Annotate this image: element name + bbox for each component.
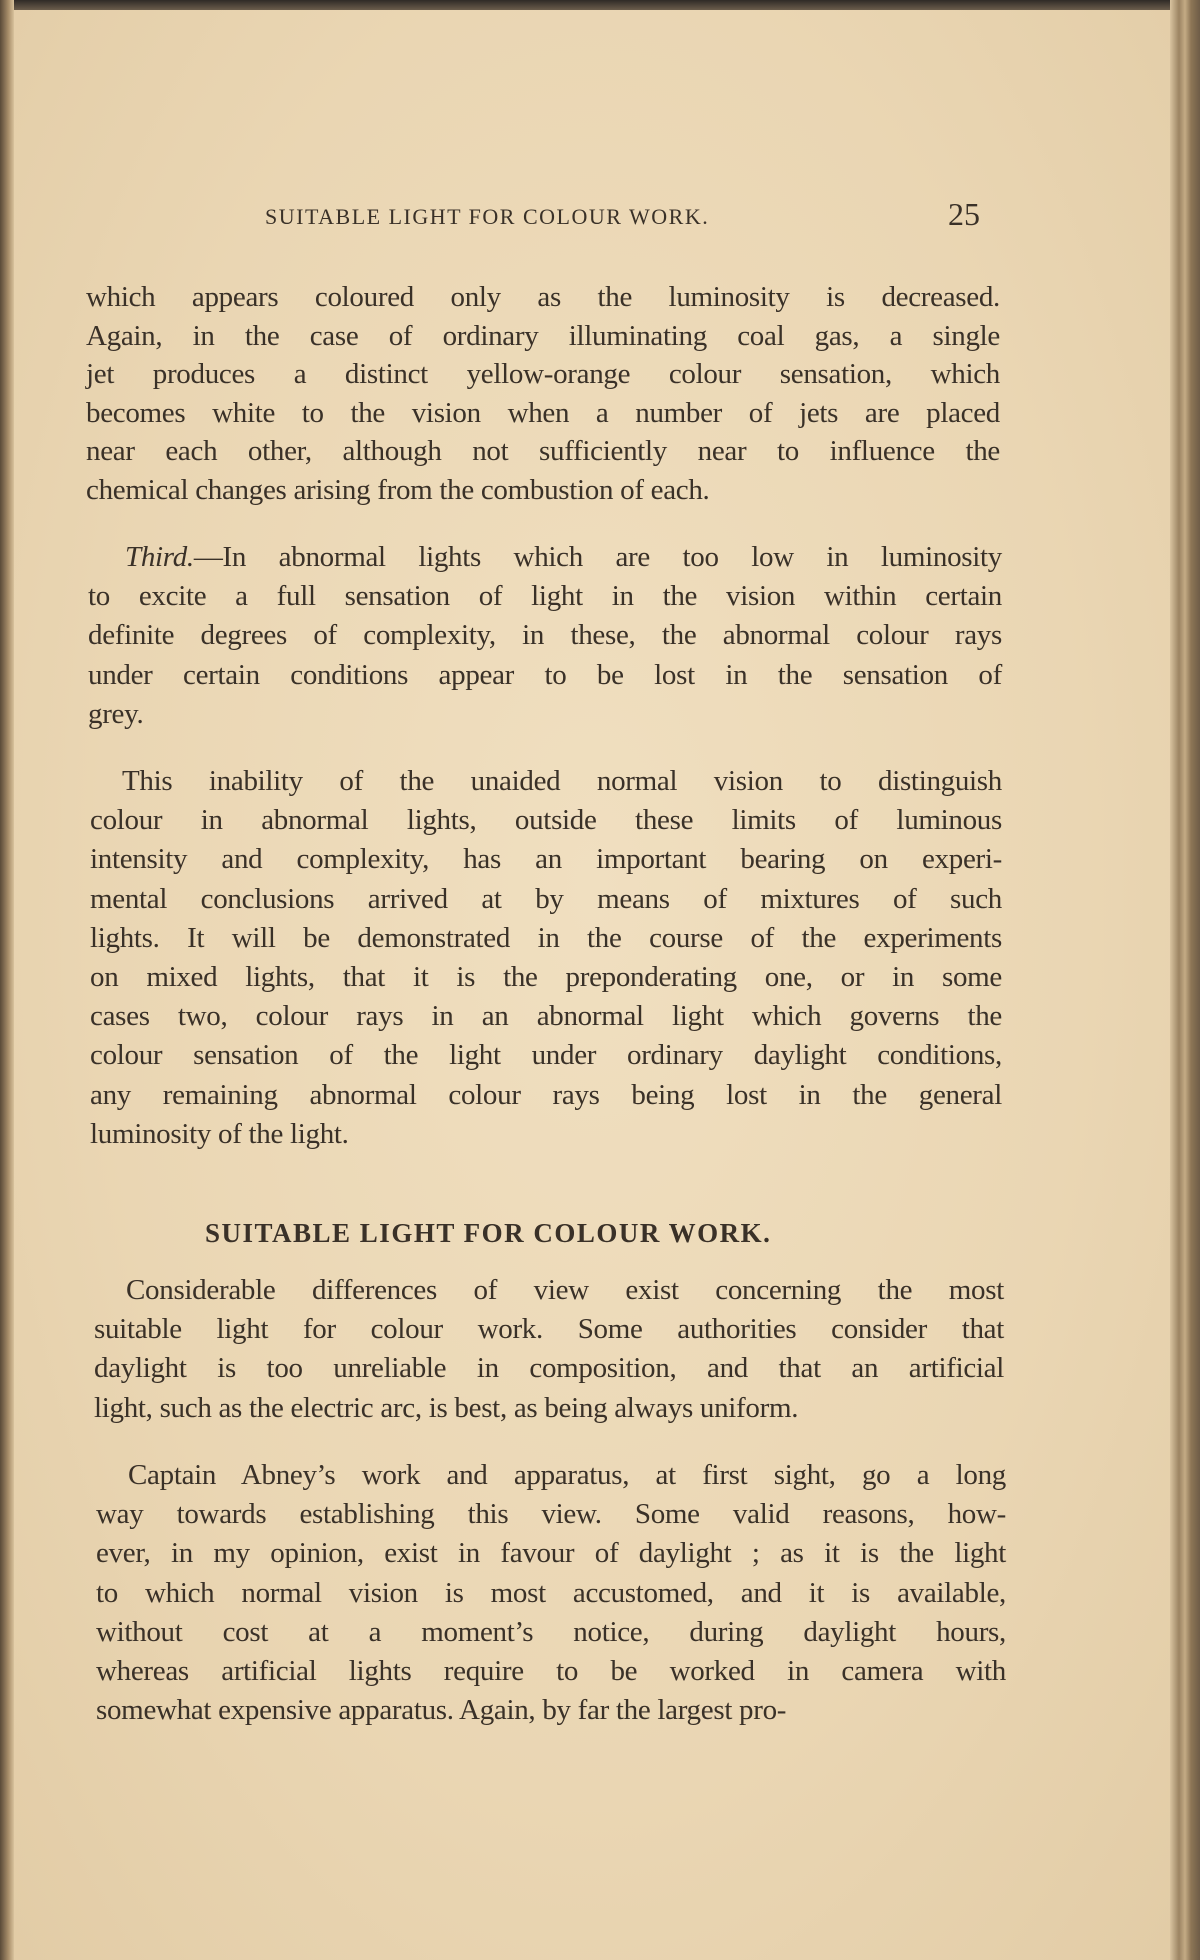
text-line: Again, in the case of ordinary illuminating coal gas, a single — [86, 319, 1000, 352]
text-line: colour sensation of the light under ordinary daylight conditions, — [90, 1039, 1002, 1072]
text-line: jet produces a distinct yellow-orange colour sensation, which — [86, 358, 1000, 391]
text-line: suitable light for colour work. Some authorities consider that — [94, 1313, 1004, 1346]
text-line: mental conclusions arrived at by means of mixtures of such — [90, 882, 1002, 915]
text-line: any remaining abnormal colour rays being lost in the general — [90, 1078, 1002, 1111]
text-line: to excite a full sensation of light in the vision within certain — [88, 580, 1002, 613]
text-line: on mixed lights, that it is the preponderating one, or in some — [90, 961, 1002, 993]
text-line: intensity and complexity, has an important bearing on experi- — [90, 843, 1002, 876]
text-line: light, such as the electric arc, is best, as being always uniform. — [94, 1391, 799, 1424]
text-line: to which normal vision is most accustomed, and it is available, — [96, 1576, 1006, 1609]
book-spine-edge — [0, 0, 14, 1960]
text-line: cases two, colour rays in an abnormal light which governs the — [90, 1000, 1002, 1033]
text-line: Third.—In abnormal lights which are too low in luminosity — [125, 541, 1002, 573]
text-line: This inability of the unaided normal vision to distinguish — [122, 765, 1002, 797]
text-line: somewhat expensive apparatus. Again, by far the largest pro- — [96, 1694, 787, 1727]
text-line: without cost at a moment’s notice, during daylight hours, — [96, 1615, 1006, 1648]
text-line: ever, in my opinion, exist in favour of daylight ; as it is the light — [96, 1537, 1006, 1570]
text-line: daylight is too unreliable in composition, and that an artificial — [94, 1352, 1004, 1385]
text-line: lights. It will be demonstrated in the course of the experiments — [90, 921, 1002, 954]
text-line: grey. — [88, 697, 144, 730]
text-line: Considerable differences of view exist concerning the most — [126, 1274, 1004, 1306]
running-header: SUITABLE LIGHT FOR COLOUR WORK. — [265, 204, 710, 229]
page-stack-edge — [1170, 0, 1200, 1960]
text-line: chemical changes arising from the combustion of each. — [86, 474, 710, 506]
scan-top-edge — [0, 0, 1200, 10]
text-line: colour in abnormal lights, outside these limits of luminous — [90, 804, 1002, 837]
page-number: 25 — [948, 196, 980, 232]
text-line: under certain conditions appear to be lost in the sensation of — [88, 658, 1002, 691]
section-heading: SUITABLE LIGHT FOR COLOUR WORK. — [205, 1218, 772, 1248]
text-line: whereas artificial lights require to be worked in camera with — [96, 1655, 1006, 1687]
text-line: way towards establishing this view. Some valid reasons, how- — [96, 1498, 1006, 1531]
italic-lead: Third. — [125, 541, 194, 573]
text-line: becomes white to the vision when a number of jets are placed — [86, 396, 1000, 429]
text-line: definite degrees of complexity, in these, the abnormal colour rays — [88, 619, 1002, 652]
text-line: near each other, although not sufficiently near to influence the — [86, 435, 1000, 468]
text-line: which appears coloured only as the luminosity is decreased. — [86, 281, 1000, 313]
text-line: Captain Abney’s work and apparatus, at first sight, go a long — [128, 1459, 1006, 1491]
text-line: luminosity of the light. — [90, 1117, 349, 1150]
